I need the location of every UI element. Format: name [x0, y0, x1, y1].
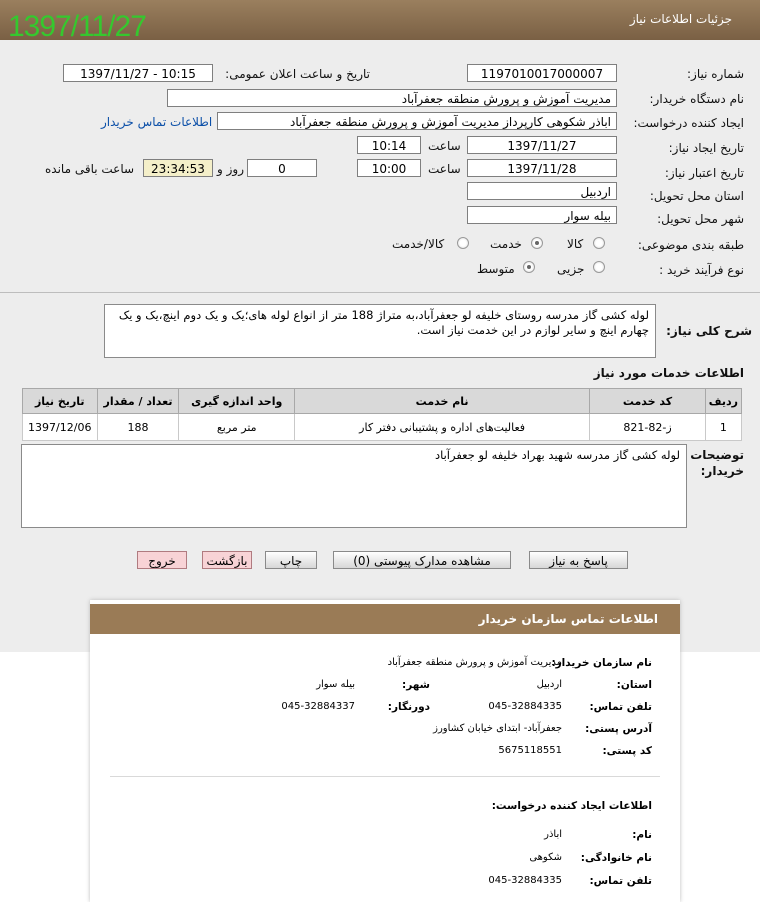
col-qty: تعداد / مقدار: [97, 389, 179, 414]
divider: [0, 292, 760, 293]
description-label: شرح کلی نیاز:: [666, 324, 752, 338]
col-service-code: کد خدمت: [590, 389, 706, 414]
requester-field[interactable]: اباذر شکوهی کارپرداز مدیریت آموزش و پرورش منطقه جعفرآباد: [217, 112, 617, 130]
requester-label: ایجاد کننده درخواست:: [633, 116, 744, 130]
process-option-medium: متوسط: [477, 262, 515, 276]
col-row: ردیف: [705, 389, 741, 414]
category-radio-service[interactable]: [531, 237, 543, 249]
city-field[interactable]: بیله سوار: [467, 206, 617, 224]
fax-value: 045-32884337: [281, 701, 355, 712]
cell-qty: 188: [97, 414, 179, 441]
province-label: استان محل تحویل:: [649, 189, 744, 203]
process-option-minor: جزیی: [557, 262, 585, 276]
remaining-time-field: 23:34:53: [143, 159, 213, 177]
family-value: شکوهی: [529, 852, 562, 863]
city-value: بیله سوار: [316, 679, 355, 690]
created-time-field[interactable]: 10:14: [357, 136, 421, 154]
creator-phone-value: 045-32884335: [488, 875, 562, 886]
remaining-label: ساعت باقی مانده: [45, 162, 135, 176]
cell-unit: متر مربع: [179, 414, 295, 441]
address-value: جعفرآباد- ابتدای خیابان کشاورز: [433, 723, 562, 734]
postal-label: کد پستی:: [602, 745, 652, 757]
card-divider: [110, 776, 660, 777]
services-table: [22, 388, 742, 441]
col-unit: واحد اندازه گیری: [179, 389, 295, 414]
back-button[interactable]: بازگشت: [202, 551, 252, 569]
creator-phone-label: تلفن تماس:: [589, 875, 652, 887]
category-option-goods: کالا: [567, 237, 584, 251]
announce-label: تاریخ و ساعت اعلان عمومی:: [225, 67, 370, 81]
need-number-label: شماره نیاز:: [687, 67, 744, 81]
exit-button[interactable]: خروج: [137, 551, 187, 569]
contact-card-header: [90, 604, 680, 634]
validity-time-field[interactable]: 10:00: [357, 159, 421, 177]
need-number-field[interactable]: 1197010017000007: [467, 64, 617, 82]
announce-field[interactable]: 1397/11/27 - 10:15: [63, 64, 213, 82]
buyer-notes-label: توضیحات خریدار:: [690, 448, 744, 478]
city-label: شهر محل تحویل:: [657, 212, 744, 226]
buyer-contact-link[interactable]: اطلاعات تماس خریدار: [101, 115, 213, 129]
province-value: اردبیل: [536, 679, 562, 690]
days-field[interactable]: 0: [247, 159, 317, 177]
phone-value: 045-32884335: [488, 701, 562, 712]
days-label: روز و: [217, 162, 244, 176]
page-title: جزئیات اطلاعات نیاز: [629, 12, 732, 26]
creator-title: اطلاعات ایجاد کننده درخواست:: [491, 800, 652, 812]
province-label: استان:: [616, 679, 652, 691]
city-label: شهر:: [402, 679, 430, 691]
category-label: طبقه بندی موضوعی:: [637, 238, 744, 252]
validity-time-label: ساعت: [428, 162, 461, 176]
name-label: نام:: [632, 829, 652, 841]
buyer-org-field[interactable]: مدیریت آموزش و پرورش منطقه جعفرآباد: [167, 89, 617, 107]
process-radio-minor[interactable]: [593, 261, 605, 273]
created-date-field[interactable]: 1397/11/27: [467, 136, 617, 154]
validity-date-field[interactable]: 1397/11/28: [467, 159, 617, 177]
buyer-notes-textarea[interactable]: لوله کشی گاز مدرسه شهید بهراد خلیفه لو جعفرآباد: [21, 444, 687, 528]
postal-value: 5675118551: [498, 745, 562, 756]
org-value: مدیریت آموزش و پرورش منطقه جعفرآباد: [387, 657, 562, 668]
process-label: نوع فرآیند خرید :: [659, 263, 744, 277]
family-label: نام خانوادگی:: [580, 852, 652, 864]
created-time-label: ساعت: [428, 139, 461, 153]
buyer-org-label: نام دستگاه خریدار:: [649, 92, 744, 106]
phone-label: تلفن تماس:: [589, 701, 652, 713]
process-radio-medium[interactable]: [523, 261, 535, 273]
category-radio-both[interactable]: [457, 237, 469, 249]
col-service-name: نام خدمت: [295, 389, 590, 414]
cell-service-code: ز-82-821: [590, 414, 706, 441]
category-option-service: خدمت: [490, 237, 522, 251]
date-stamp: 1397/11/27: [8, 10, 146, 43]
cell-date: 1397/12/06: [23, 414, 98, 441]
created-date-label: تاریخ ایجاد نیاز:: [668, 141, 744, 155]
validity-label: تاریخ اعتبار نیاز:: [664, 166, 744, 180]
name-value: اباذر: [544, 829, 562, 840]
org-label: نام سازمان خریدار:: [551, 657, 652, 669]
cell-row: 1: [705, 414, 741, 441]
attachments-button[interactable]: مشاهده مدارک پیوستی (0): [333, 551, 511, 569]
contact-card-title: اطلاعات تماس سازمان خریدار: [478, 612, 658, 626]
category-radio-goods[interactable]: [593, 237, 605, 249]
cell-service-name: فعالیت‌های اداره و پشتیبانی دفتر کار: [295, 414, 590, 441]
table-row: [23, 414, 742, 441]
reply-button[interactable]: پاسخ به نیاز: [529, 551, 628, 569]
province-field[interactable]: اردبیل: [467, 182, 617, 200]
fax-label: دورنگار:: [387, 701, 430, 713]
print-button[interactable]: چاپ: [265, 551, 317, 569]
contact-card: [90, 600, 680, 902]
services-title: اطلاعات خدمات مورد نیاز: [593, 366, 744, 380]
description-textarea[interactable]: لوله کشی گاز مدرسه روستای خلیفه لو جعفرآباد،به متراژ 188 متر از انواع لوله های؛یک و یک دوم اینچ،یک و یک چهارم اینچ و سایر لوازم در این خدمت نیاز است.: [104, 304, 656, 358]
category-option-both: کالا/خدمت: [392, 237, 445, 251]
address-label: آدرس پستی:: [585, 723, 652, 735]
col-date: تاریخ نیاز: [23, 389, 98, 414]
